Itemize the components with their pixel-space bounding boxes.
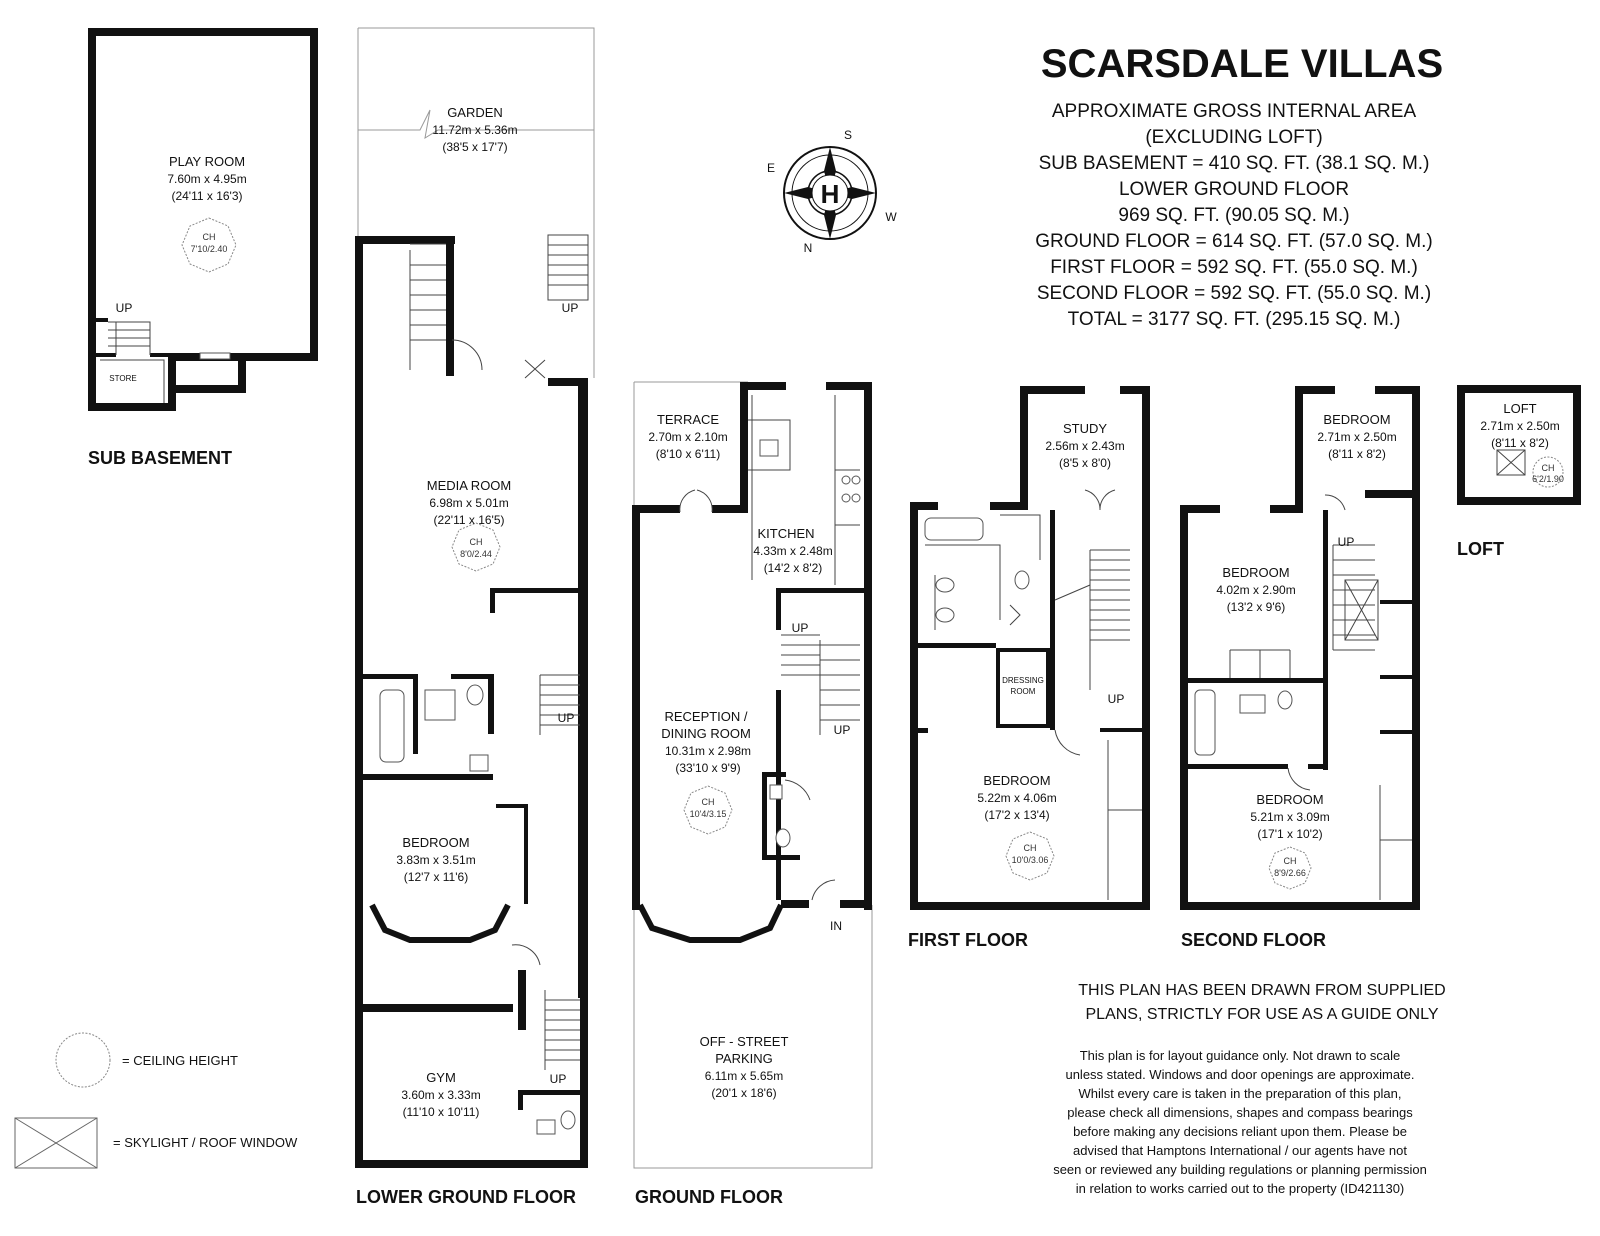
ff-bedroom-ch-label: CH: [1023, 843, 1037, 853]
media-room-metric: 6.98m x 5.01m: [429, 496, 509, 510]
ceiling-height-symbol: [56, 1033, 110, 1087]
reception-label-1: RECEPTION /: [664, 709, 748, 724]
compass-n: N: [803, 241, 813, 255]
loft-imperial: (8'11 x 8'2): [1491, 436, 1549, 450]
lg-bedroom-imperial: (12'7 x 11'6): [403, 870, 469, 884]
legend: [15, 1033, 298, 1168]
sf-bedroom-top-imperial: (8'11 x 8'2): [1328, 447, 1386, 461]
compass-rose: [767, 128, 897, 255]
area-line-5: 969 SQ. FT. (90.05 SQ. M.): [1118, 205, 1350, 226]
compass-e: E: [766, 161, 776, 175]
sf-bedroom-top-label: BEDROOM: [1323, 412, 1391, 427]
dressing-room-label-2: ROOM: [1010, 687, 1036, 696]
area-line-8: SECOND FLOOR = 592 SQ. FT. (55.0 SQ. M.): [1036, 283, 1432, 304]
loft-plan: [1457, 389, 1577, 559]
garden-up-marker: UP: [561, 301, 579, 315]
skylight-legend: = SKYLIGHT / ROOF WINDOW: [113, 1135, 298, 1150]
sf-bedroom-mid-label: BEDROOM: [1222, 565, 1290, 580]
disclaimer-line-1: This plan is for layout guidance only. Not drawn to scale: [1079, 1048, 1401, 1063]
sub-basement-up-marker: UP: [115, 301, 133, 315]
disclaimer-line-5: before making any decisions reliant upon them. Please be: [1073, 1124, 1407, 1139]
first-floor-plan: [908, 386, 1150, 950]
media-room-imperial: (22'11 x 16'5): [433, 513, 505, 527]
second-floor-plan: [1180, 386, 1420, 950]
ceiling-height-legend: = CEILING HEIGHT: [122, 1053, 238, 1068]
terrace-imperial: (8'10 x 6'11): [655, 447, 721, 461]
parking-label-2: PARKING: [715, 1051, 773, 1066]
disclaimer-line-2: unless stated. Windows and door openings are approximate.: [1065, 1067, 1415, 1082]
area-line-6: GROUND FLOOR = 614 SQ. FT. (57.0 SQ. M.): [1035, 231, 1433, 252]
lg-stairs-up-marker: UP: [557, 711, 575, 725]
play-room-imperial: (24'11 x 16'3): [171, 189, 243, 203]
property-title: SCARSDALE VILLAS: [1040, 42, 1444, 86]
loft-metric: 2.71m x 2.50m: [1480, 419, 1560, 433]
disclaimer: [1053, 982, 1446, 1196]
sf-bedroom-mid-metric: 4.02m x 2.90m: [1216, 583, 1296, 597]
entrance-in-marker: IN: [830, 919, 842, 933]
play-room-metric: 7.60m x 4.95m: [167, 172, 247, 186]
media-room-ch-label: CH: [469, 537, 483, 547]
parking-label-1: OFF - STREET: [699, 1034, 789, 1049]
sf-bedroom-top-metric: 2.71m x 2.50m: [1317, 430, 1397, 444]
sf-bedroom-bot-metric: 5.21m x 3.09m: [1250, 810, 1330, 824]
ff-bedroom-metric: 5.22m x 4.06m: [977, 791, 1057, 805]
gym-up-marker: UP: [549, 1072, 567, 1086]
play-room-ch-value: 7'10/2.40: [190, 244, 228, 254]
lower-ground-floor-title: LOWER GROUND FLOOR: [356, 1187, 576, 1207]
compass-s: S: [843, 128, 853, 142]
reception-imperial: (33'10 x 9'9): [675, 761, 741, 775]
loft-room-label: LOFT: [1503, 401, 1537, 416]
kitchen-label: KITCHEN: [757, 526, 815, 541]
lg-bedroom-label: BEDROOM: [402, 835, 470, 850]
ff-bedroom-imperial: (17'2 x 13'4): [984, 808, 1050, 822]
dressing-room-label-1: DRESSING: [1002, 676, 1044, 685]
parking-metric: 6.11m x 5.65m: [704, 1069, 784, 1083]
media-room-ch-value: 8'0/2.44: [460, 549, 492, 559]
first-floor-up-marker: UP: [1107, 692, 1125, 706]
kitchen-imperial: (14'2 x 8'2): [763, 561, 823, 575]
ff-bedroom-ch-value: 10'0/3.06: [1011, 855, 1049, 865]
lower-ground-floor-plan: [355, 28, 594, 1207]
area-line-2: (EXCLUDING LOFT): [1145, 127, 1323, 148]
lg-bedroom-metric: 3.83m x 3.51m: [396, 853, 476, 867]
title-block: [1035, 42, 1443, 330]
compass-logo: H: [820, 179, 840, 209]
garden-metric: 11.72m x 5.36m: [432, 123, 518, 137]
terrace-label: TERRACE: [656, 412, 720, 427]
disclaimer-line-7: seen or reviewed any building regulations or planning permission: [1053, 1162, 1427, 1177]
study-imperial: (8'5 x 8'0): [1059, 456, 1111, 470]
sf-bedroom-bot-ch-label: CH: [1283, 856, 1297, 866]
play-room-ch-label: CH: [202, 232, 216, 242]
gym-imperial: (11'10 x 10'11): [402, 1105, 480, 1119]
ground-up-marker-2: UP: [833, 723, 851, 737]
ff-bedroom-label: BEDROOM: [983, 773, 1051, 788]
sf-bedroom-bot-ch-value: 8'9/2.66: [1274, 868, 1306, 878]
sf-bedroom-bot-imperial: (17'1 x 10'2): [1257, 827, 1323, 841]
area-line-9: TOTAL = 3177 SQ. FT. (295.15 SQ. M.): [1067, 309, 1401, 330]
study-metric: 2.56m x 2.43m: [1045, 439, 1125, 453]
loft-ch-value: 6'2/1.90: [1532, 474, 1564, 484]
disclaimer-main-1: THIS PLAN HAS BEEN DRAWN FROM SUPPLIED: [1078, 982, 1446, 999]
disclaimer-line-4: please check all dimensions, shapes and compass bearings: [1067, 1105, 1413, 1120]
terrace-metric: 2.70m x 2.10m: [648, 430, 728, 444]
play-room-label: PLAY ROOM: [168, 154, 246, 169]
first-floor-title: FIRST FLOOR: [908, 930, 1028, 950]
sf-bedroom-mid-imperial: (13'2 x 9'6): [1226, 600, 1286, 614]
garden-imperial: (38'5 x 17'7): [442, 140, 508, 154]
media-room-label: MEDIA ROOM: [426, 478, 512, 493]
parking-imperial: (20'1 x 18'6): [711, 1086, 777, 1100]
sub-basement-title: SUB BASEMENT: [88, 448, 233, 468]
loft-ch-label: CH: [1541, 463, 1555, 473]
area-line-7: FIRST FLOOR = 592 SQ. FT. (55.0 SQ. M.): [1050, 257, 1418, 278]
second-floor-up-marker: UP: [1337, 535, 1355, 549]
sub-basement-plan: [88, 28, 318, 468]
area-line-4: LOWER GROUND FLOOR: [1118, 179, 1350, 200]
ground-floor-plan: [632, 382, 872, 1207]
reception-ch-label: CH: [701, 797, 715, 807]
disclaimer-line-3: Whilst every care is taken in the preparation of this plan,: [1078, 1086, 1402, 1101]
store-label: STORE: [109, 374, 137, 383]
sf-bedroom-bot-label: BEDROOM: [1256, 792, 1324, 807]
gym-metric: 3.60m x 3.33m: [401, 1088, 481, 1102]
disclaimer-line-8: in relation to works carried out to the property (ID421130): [1075, 1181, 1405, 1196]
garden-label: GARDEN: [447, 105, 503, 120]
area-line-1: APPROXIMATE GROSS INTERNAL AREA: [1051, 101, 1417, 122]
compass-w: W: [885, 210, 897, 224]
ground-up-marker-1: UP: [791, 621, 809, 635]
ground-floor-title: GROUND FLOOR: [635, 1187, 783, 1207]
kitchen-metric: 4.33m x 2.48m: [753, 544, 833, 558]
disclaimer-line-6: advised that Hamptons International / our agents have not: [1073, 1143, 1407, 1158]
loft-title: LOFT: [1457, 539, 1504, 559]
gym-label: GYM: [426, 1070, 456, 1085]
reception-label-2: DINING ROOM: [661, 726, 751, 741]
reception-metric: 10.31m x 2.98m: [664, 744, 752, 758]
reception-ch-value: 10'4/3.15: [689, 809, 727, 819]
area-line-3: SUB BASEMENT = 410 SQ. FT. (38.1 SQ. M.): [1038, 153, 1430, 174]
second-floor-title: SECOND FLOOR: [1181, 930, 1327, 950]
study-label: STUDY: [1062, 421, 1108, 436]
disclaimer-main-2: PLANS, STRICTLY FOR USE AS A GUIDE ONLY: [1085, 1006, 1439, 1023]
